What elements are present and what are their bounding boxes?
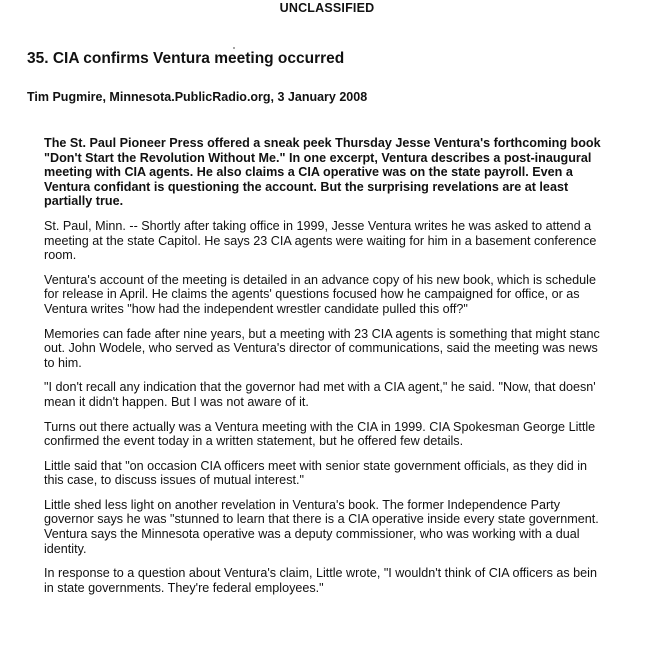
text-line: governor says he was "stunned to learn that there is a CIA operative inside every state government.	[44, 512, 599, 527]
text-line: Memories can fade after nine years, but a meeting with 23 CIA agents is something that might stanc	[44, 326, 600, 341]
text-line: mean it didn't happen. But I was not aware of it.	[44, 394, 309, 409]
text-line: this case, to discuss issues of mutual interest."	[44, 473, 304, 488]
body-paragraph	[44, 566, 644, 595]
body-paragraph	[44, 459, 644, 488]
text-line: room.	[44, 248, 77, 263]
text-line: out. John Wodele, who served as Ventura's director of communications, said the meeting was news	[44, 341, 598, 356]
lede-paragraph	[44, 136, 644, 209]
text-line: confirmed the event today in a written statement, but he offered few details.	[44, 434, 464, 449]
text-line: Ventura confidant is questioning the account. But the surprising revelations are at least	[44, 179, 569, 194]
text-line: for release in April. He claims the agents' questions focused how he campaigned for office, or as	[44, 287, 580, 302]
text-line: St. Paul, Minn. -- Shortly after taking office in 1999, Jesse Ventura writes he was asked to attend a	[44, 218, 592, 233]
scan-speck	[233, 47, 235, 49]
article-title: 35. CIA confirms Ventura meeting occurred	[27, 50, 345, 67]
text-line: partially true.	[44, 194, 124, 209]
text-line: identity.	[44, 541, 87, 556]
text-line: meeting at the state Capitol. He says 23 CIA agents were waiting for him in a basement conference	[44, 233, 597, 248]
text-line: "I don't recall any indication that the governor had met with a CIA agent," he said. "Now, that doesn'	[44, 380, 596, 395]
body-paragraph	[44, 420, 644, 449]
text-line: The St. Paul Pioneer Press offered a sneak peek Thursday Jesse Ventura's forthcoming book	[44, 136, 601, 150]
article-body	[44, 136, 644, 605]
classification-marking: UNCLASSIFIED	[279, 1, 375, 15]
text-line: Ventura says the Minnesota operative was a deputy commissioner, who was working with a dual	[44, 527, 580, 542]
body-paragraph	[44, 327, 644, 371]
body-paragraph	[44, 273, 644, 317]
text-line: In response to a question about Ventura's claim, Little wrote, "I wouldn't think of CIA officers as bein	[44, 566, 597, 581]
text-line: to him.	[44, 355, 82, 370]
text-line: Ventura writes "how had the independent wrestler candidate pulled this off?"	[44, 301, 468, 316]
text-line: Ventura's account of the meeting is detailed in an advance copy of his new book, which is schedule	[44, 272, 596, 287]
body-paragraph	[44, 498, 644, 556]
text-line: Turns out there actually was a Ventura meeting with the CIA in 1999. CIA Spokesman George Little	[44, 419, 596, 434]
text-line: meeting with CIA agents. He also claims a CIA operative was on the state payroll. Even a	[44, 165, 573, 180]
text-line: Little shed less light on another revelation in Ventura's book. The former Independence Party	[44, 497, 561, 512]
text-line: "Don't Start the Revolution Without Me." In one excerpt, Ventura describes a post-inaugural	[44, 150, 592, 165]
article-byline: Tim Pugmire, Minnesota.PublicRadio.org, 3 January 2008	[27, 90, 368, 104]
text-line: in state governments. They're federal employees."	[44, 580, 324, 595]
text-line: Little said that "on occasion CIA officers meet with senior state government officials, as they did in	[44, 458, 588, 473]
body-paragraph	[44, 380, 644, 409]
body-paragraph	[44, 219, 644, 263]
